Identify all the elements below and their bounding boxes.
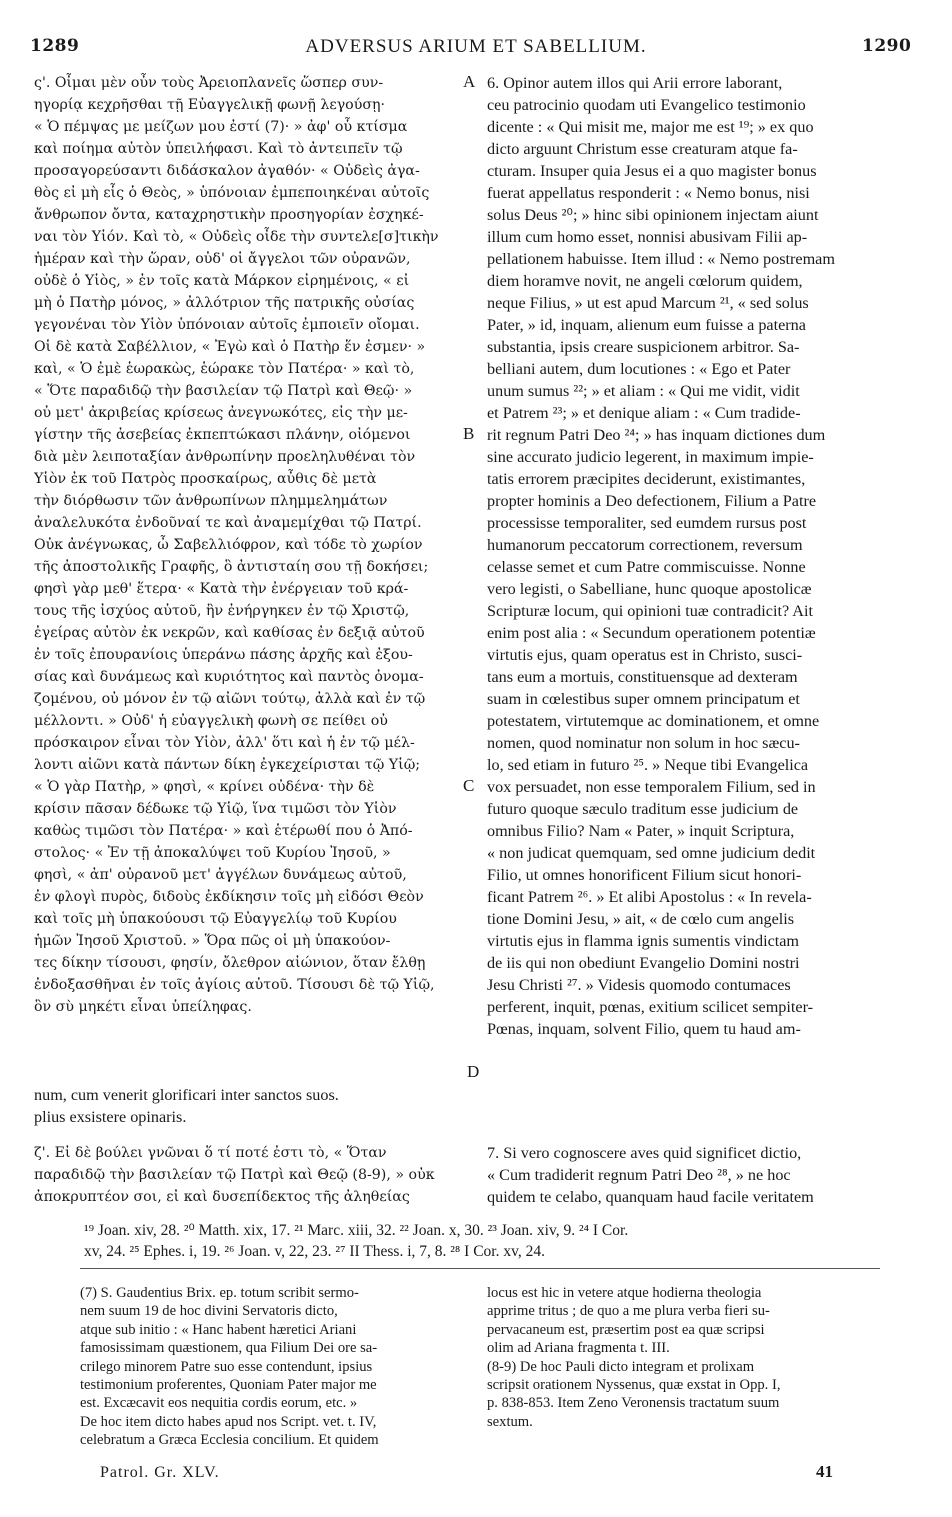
latin-line: 7. Si vero cognoscere aves quid significet dictio, bbox=[487, 1144, 802, 1162]
greek-line: κρίσιν πᾶσαν δέδωκε τῷ Υἱῷ, ἵνα τιμῶσι τὸν Υἱὸν bbox=[34, 801, 397, 817]
latin-line: enim post alia : « Secundum operationem potentiæ bbox=[487, 624, 816, 642]
latin-section-7 bbox=[487, 1142, 814, 1208]
greek-line: ἐγείρας αὐτὸν ἐκ νεκρῶν, καὶ καθίσας ἐν δεξιᾷ αὐτοῦ bbox=[34, 625, 425, 641]
latin-line: pellationem habuisse. Item illud : « Nemo postremam bbox=[487, 250, 835, 268]
greek-line: φησὶ, « ἀπ' οὐρανοῦ μετ' ἀγγέλων δυνάμεως αὐτοῦ, bbox=[34, 867, 407, 883]
footnote-line: pervacaneum est, præsertim post ea quæ scripsi bbox=[487, 1321, 765, 1338]
footnote-line: nem suum 19 de hoc divini Servatoris dicto, bbox=[80, 1303, 338, 1320]
latin-line: cturam. Insuper quia Jesus ei a quo magister bonus bbox=[487, 162, 817, 180]
greek-line: ἐνδοξασθῆναι ἐν τοῖς ἁγίοις αὐτοῦ. Τίσουσι δὲ τῷ Υἱῷ, bbox=[34, 977, 435, 993]
latin-line: « Cum tradiderit regnum Patri Deo ²⁸, » ne hoc bbox=[487, 1166, 791, 1184]
running-title: ADVERSUS ARIUM ET SABELLIUM. bbox=[305, 36, 647, 57]
latin-line: sine accurato judicio legerent, in maximum impie- bbox=[487, 448, 814, 466]
latin-line: humanorum peccatorum correctionem, reversum bbox=[487, 536, 803, 554]
latin-line: virtutis ejus in flamma ignis sumentis vindictam bbox=[487, 932, 800, 950]
footnote-line: testimonium proferentes, Quoniam Pater major me bbox=[80, 1376, 377, 1393]
latin-line: diem horamve novit, ne angeli cœlorum quidem, bbox=[487, 272, 803, 290]
latin-line: Pater, » id, inquam, alienum eum fuisse a paterna bbox=[487, 316, 806, 334]
latin-line: futuro quoque sæculo traditum esse judicium de bbox=[487, 800, 799, 818]
greek-line: « Ὁ γὰρ Πατὴρ, » φησὶ, « κρίνει οὐδένα· τὴν δὲ bbox=[34, 779, 375, 795]
greek-line: ἡμέραν καὶ τὴν ὥραν, οὐδ' οἱ ἄγγελοι τῶν οὐρανῶν, bbox=[34, 251, 411, 267]
greek-line: ζομένου, οὐ μόνον ἐν τῷ αἰῶνι τούτῳ, ἀλλὰ καὶ ἐν τῷ bbox=[34, 691, 426, 707]
footnote-line: celebratum a Græca Ecclesia concilium. Et quidem bbox=[80, 1432, 379, 1449]
greek-line: Οἱ δὲ κατὰ Σαβέλλιον, « Ἐγὼ καὶ ὁ Πατὴρ ἕν ἐσμεν· » bbox=[34, 339, 426, 355]
footnote-line: (7) S. Gaudentius Brix. ep. totum scribit sermo- bbox=[80, 1285, 359, 1301]
footnote-line: famosissimam quæstionem, qua Filium Dei ore sa- bbox=[80, 1340, 378, 1357]
footer-collection: Patrol. Gr. XLV. bbox=[100, 1464, 220, 1481]
margin-marker-b: B bbox=[463, 424, 475, 443]
latin-line: de iis qui non obediunt Evangelio Domini nostri bbox=[487, 954, 800, 972]
margin-marker-d: D bbox=[467, 1062, 480, 1081]
footnotes-right bbox=[487, 1284, 780, 1431]
greek-line: καὶ ποίημα αὐτὸν ὑπειλήφασι. Καὶ τὸ ἀντειπεῖν τῷ bbox=[34, 141, 403, 157]
footnote-line: p. 838-853. Item Zeno Veronensis tractatum suum bbox=[487, 1395, 780, 1412]
greek-line: ἡμῶν Ἰησοῦ Χριστοῦ. » Ὅρα πῶς οἱ μὴ ὑπακούον- bbox=[34, 933, 391, 949]
latin-line: potestatem, virtutemque ac dominationem, et omne bbox=[487, 712, 820, 730]
latin-line: omnibus Filio? Nam « Pater, » inquit Scriptura, bbox=[487, 822, 795, 840]
footer-signature: 41 bbox=[816, 1462, 833, 1481]
greek-section-7 bbox=[34, 1142, 435, 1208]
latin-line: vero legisti, o Sabelliane, hunc quoque apostolicæ bbox=[487, 580, 812, 598]
scripture-references bbox=[84, 1220, 628, 1262]
greek-line: πρόσκαιρον εἶναι τὸν Υἱὸν, ἀλλ' ὅτι καὶ ἡ ἐν τῷ μέλ- bbox=[34, 735, 415, 751]
latin-line: propter hominis a Deo defectionem, Filium a Patre bbox=[487, 492, 817, 510]
latin-line: celasse semet et cum Patre commiscuisse. Nonne bbox=[487, 558, 806, 576]
greek-line: ἀναλελυκότα ἐνδοῦναί τε καὶ ἀναμεμίχθαι τῷ Πατρί. bbox=[34, 515, 422, 531]
latin-line: fuerat appellatus responderit : « Nemo bonus, nisi bbox=[487, 184, 810, 202]
latin-line: 6. Opinor autem illos qui Arii errore laborant, bbox=[487, 74, 783, 92]
greek-line: φησὶ γὰρ μεθ' ἕτερα· « Κατὰ τὴν ἐνέργειαν τοῦ κρά- bbox=[34, 581, 409, 597]
greek-line: μέλλοντι. » Οὐδ' ἡ εὐαγγελικὴ φωνὴ σε πείθει οὐ bbox=[34, 713, 388, 729]
latin-line: Scripturæ locum, qui opinioni tuæ contradicit? Ait bbox=[487, 602, 813, 620]
greek-line: προσαγορεύσαντι διδάσκαλον ἀγαθόν· « Οὐδεὶς ἀγα- bbox=[34, 163, 420, 179]
greek-line: « Ὁ πέμψας με μείζων μου ἐστί (7)· » ἀφ' οὗ κτίσμα bbox=[34, 119, 408, 135]
greek-column bbox=[34, 72, 464, 1018]
right-page-number: 1290 bbox=[862, 36, 912, 56]
greek-line: καὶ, « Ὁ ἐμὲ ἑωρακὼς, ἑώρακε τὸν Πατέρα· » καὶ τὸ, bbox=[34, 361, 415, 377]
latin-line: substantia, ipsis creare suspicionem arbitror. Sa- bbox=[487, 338, 800, 356]
latin-column bbox=[487, 72, 917, 1040]
latin-line: quidem te celabo, quanquam haud facile veritatem bbox=[487, 1188, 814, 1206]
latin-line: processisse temporaliter, sed eumdem rursus post bbox=[487, 514, 807, 532]
latin-line: Filio, ut omnes honorificent Filium sicut honori- bbox=[487, 866, 802, 884]
footnotes-left bbox=[80, 1284, 379, 1450]
latin-line: perferent, inquit, pœnas, exitium scilicet sempiter- bbox=[487, 998, 814, 1016]
latin-fullwidth-line: plius exsistere opinaris. bbox=[34, 1108, 187, 1126]
latin-line: belliani autem, dum locutiones : « Ego et Pater bbox=[487, 360, 791, 378]
greek-line: οὐδὲ ὁ Υἱὸς, » ἐν τοῖς κατὰ Μάρκον εἰρημένοις, « εἰ bbox=[34, 273, 410, 289]
greek-line: στολος· « Ἐν τῇ ἀποκαλύψει τοῦ Κυρίου Ἰησοῦ, » bbox=[34, 845, 391, 861]
greek-line: καὶ τοῖς μὴ ὑπακούουσι τῷ Εὐαγγελίῳ τοῦ Κυρίου bbox=[34, 911, 397, 927]
latin-line: solus Deus ²⁰; » hinc sibi opinionem injectam aiunt bbox=[487, 206, 819, 224]
latin-line: Pœnas, inquam, solvent Filio, quem tu haud am- bbox=[487, 1020, 801, 1038]
latin-fullwidth bbox=[34, 1084, 474, 1128]
latin-line: illum cum homo esset, nonnisi abusivam Filii ap- bbox=[487, 228, 808, 246]
latin-line: tione Domini Jesu, » ait, « de cœlo cum angelis bbox=[487, 910, 795, 928]
footnote-line: est. Excæcavit eos nequitia cordis eorum, etc. » bbox=[80, 1395, 358, 1412]
greek-line: Οὐκ ἀνέγνωκας, ὦ Σαβελλιόφρον, καὶ τόδε τὸ χωρίον bbox=[34, 537, 423, 553]
greek-line: τὴν διόρθωσιν τῶν ἀνθρωπίνων πλημμελημάτων bbox=[34, 493, 388, 509]
latin-line: ceu patrocinio quodam uti Evangelico testimonio bbox=[487, 96, 806, 114]
footnote-line: (8-9) De hoc Pauli dicto integram et prolixam bbox=[487, 1358, 755, 1375]
footnote-line: locus est hic in vetere atque hodierna theologia bbox=[487, 1285, 762, 1301]
divider bbox=[80, 1268, 880, 1269]
greek-line: παραδιδῷ τὴν βασιλείαν τῷ Πατρὶ καὶ Θεῷ (8-9), » οὐκ bbox=[34, 1167, 435, 1183]
greek-line: καθὼς τιμῶσι τὸν Πατέρα· » καὶ ἑτέρωθί που ὁ Ἀπό- bbox=[34, 823, 413, 839]
footnote-line: apprime tritus ; de quo a me plura verba fieri su- bbox=[487, 1303, 770, 1320]
greek-line: διὰ μὲν λειποταξίαν ἀνθρωπίνην προεληλυθέναι τὸν bbox=[34, 449, 416, 465]
greek-line: θὸς εἰ μὴ εἷς ὁ Θεὸς, » ὑπόνοιαν ἐμπεποιηκέναι αὐτοῖς bbox=[34, 185, 430, 201]
greek-line: ἐν φλογὶ πυρὸς, διδοὺς ἐκδίκησιν τοῖς μὴ εἰδόσι Θεὸν bbox=[34, 889, 424, 905]
latin-line: et Patrem ²³; » et denique aliam : « Cum tradide- bbox=[487, 404, 801, 422]
greek-line: ναι τὸν Υἱόν. Καὶ τὸ, « Οὐδεὶς οἶδε τὴν συντελε[σ]τικὴν bbox=[34, 229, 439, 245]
latin-line: rit regnum Patri Deo ²⁴; » has inquam dictiones dum bbox=[487, 426, 826, 444]
greek-line: ζ'. Εἰ δὲ βούλει γνῶναι ὅ τί ποτέ ἐστι τὸ, « Ὅταν bbox=[34, 1145, 387, 1161]
greek-line: ἄνθρωπον ὄντα, καταχρηστικὴν προσηγορίαν ἐσχηκέ- bbox=[34, 207, 424, 223]
greek-line: ἐν τοῖς ἐπουρανίοις ὑπεράνω πάσης ἀρχῆς καὶ ἐξου- bbox=[34, 647, 413, 663]
latin-line: tans eum a mortuis, constituensque ad dexteram bbox=[487, 668, 798, 686]
greek-line: τῆς ἀποστολικῆς Γραφῆς, ὃ ἀντισταίη σου τῇ δοκήσει; bbox=[34, 559, 429, 575]
greek-line: οὐ μετ' ἀκριβείας κρίσεως ἀνεγνωκότες, εἰς τὴν με- bbox=[34, 405, 408, 421]
greek-line: Υἱὸν ἐκ τοῦ Πατρὸς προσκαίρως, αὖθις δὲ μετὰ bbox=[34, 471, 377, 487]
greek-line: ὃν σὺ μηκέτι εἶναι ὑπείληφας. bbox=[34, 999, 252, 1015]
greek-line: ἀποκρυπτέον σοι, εἰ καὶ δυσεπίδεκτος τῆς ἀληθείας bbox=[34, 1189, 410, 1205]
footnote-line: sextum. bbox=[487, 1413, 533, 1430]
latin-line: virtutis ejus, quam operatus est in Christo, susci- bbox=[487, 646, 803, 664]
footnote-line: crilego minorem Patre suo esse contendunt, ipsius bbox=[80, 1358, 373, 1375]
latin-line: dicente : « Qui misit me, major me est ¹⁹; » ex quo bbox=[487, 118, 814, 136]
greek-line: « Ὅτε παραδιδῷ τὴν βασιλείαν τῷ Πατρὶ καὶ Θεῷ· » bbox=[34, 383, 413, 399]
greek-line: μὴ ὁ Πατὴρ μόνος, » ἀλλότριον τῆς πατρικῆς οὐσίας bbox=[34, 295, 415, 311]
footnote-line: atque sub initio : « Hanc habent hæretici Ariani bbox=[80, 1321, 357, 1338]
margin-marker-c: C bbox=[463, 776, 475, 795]
greek-line: γίστην τῆς ἀσεβείας ἐκπεπτώκασι πλάνην, οἰόμενοι bbox=[34, 427, 411, 443]
greek-line: ς'. Οἶμαι μὲν οὖν τοὺς Ἀρειοπλανεῖς ὥσπερ συν- bbox=[34, 75, 384, 91]
greek-line: γεγονέναι τὸν Υἱὸν ὑπόνοιαν αὐτοῖς ἐμποιεῖν οἴομαι. bbox=[34, 317, 420, 333]
greek-line: τους τῆς ἰσχύος αὐτοῦ, ἣν ἐνήργηκεν ἐν τῷ Χριστῷ, bbox=[34, 603, 410, 619]
latin-line: neque Filius, » ut est apud Marcum ²¹, « sed solus bbox=[487, 294, 809, 312]
latin-line: lo, sed etiam in futuro ²⁵. » Neque tibi Evangelica bbox=[487, 756, 809, 774]
latin-line: tatis errorem præcipites deciderunt, existimantes, bbox=[487, 470, 806, 488]
reference-line: xv, 24. ²⁵ Ephes. i, 19. ²⁶ Joan. v, 22, 23. ²⁷ II Thess. i, 7, 8. ²⁸ I Cor. xv, 24. bbox=[84, 1243, 545, 1260]
latin-line: suam in cœlestibus super omnem principatum et bbox=[487, 690, 800, 708]
latin-line: ficant Patrem ²⁶. » Et alibi Apostolus : « In revela- bbox=[487, 888, 812, 906]
latin-fullwidth-line: num, cum venerit glorificari inter sanctos suos. bbox=[34, 1086, 339, 1104]
greek-line: σίας καὶ δυνάμεως καὶ κυριότητος καὶ παντὸς ὀνομα- bbox=[34, 669, 424, 685]
greek-line: ηγορίᾳ κεχρῆσθαι τῇ Εὐαγγελικῇ φωνῇ λεγούσῃ· bbox=[34, 97, 386, 113]
reference-line: ¹⁹ Joan. xiv, 28. ²⁰ Matth. xix, 17. ²¹ Marc. xiii, 32. ²² Joan. x, 30. ²³ Joan. xiv, 9. ²⁴ I Cor. bbox=[84, 1222, 629, 1239]
footnote-line: De hoc item dicto habes apud nos Script. vet. t. IV, bbox=[80, 1413, 377, 1430]
latin-line: Jesu Christi ²⁷. » Videsis quomodo contumaces bbox=[487, 976, 791, 994]
latin-line: unum sumus ²²; » et aliam : « Qui me vidit, vidit bbox=[487, 382, 800, 400]
greek-line: τες δίκην τίσουσι, φησίν, ὄλεθρον αἰώνιον, ὅταν ἔλθῃ bbox=[34, 955, 426, 971]
latin-line: dicto arguunt Christum esse creaturam atque fa- bbox=[487, 140, 798, 158]
footnote-line: olim ad Ariana fragmenta t. III. bbox=[487, 1340, 670, 1357]
greek-line: λοντι αἰῶνι κατὰ πάντων δίκη ἐγκεχείρισται τῷ Υἱῷ; bbox=[34, 757, 421, 773]
left-page-number: 1289 bbox=[30, 36, 80, 56]
latin-line: « non judicat quemquam, sed omne judicium dedit bbox=[487, 844, 816, 862]
latin-line: vox persuadet, non esse temporalem Filium, sed in bbox=[487, 778, 816, 796]
footnote-line: scripsit orationem Nyssenus, quæ exstat in Opp. I, bbox=[487, 1376, 781, 1393]
margin-marker-a: A bbox=[463, 72, 476, 91]
latin-line: nomen, quod nominatur non solum in hoc sæcu- bbox=[487, 734, 800, 752]
